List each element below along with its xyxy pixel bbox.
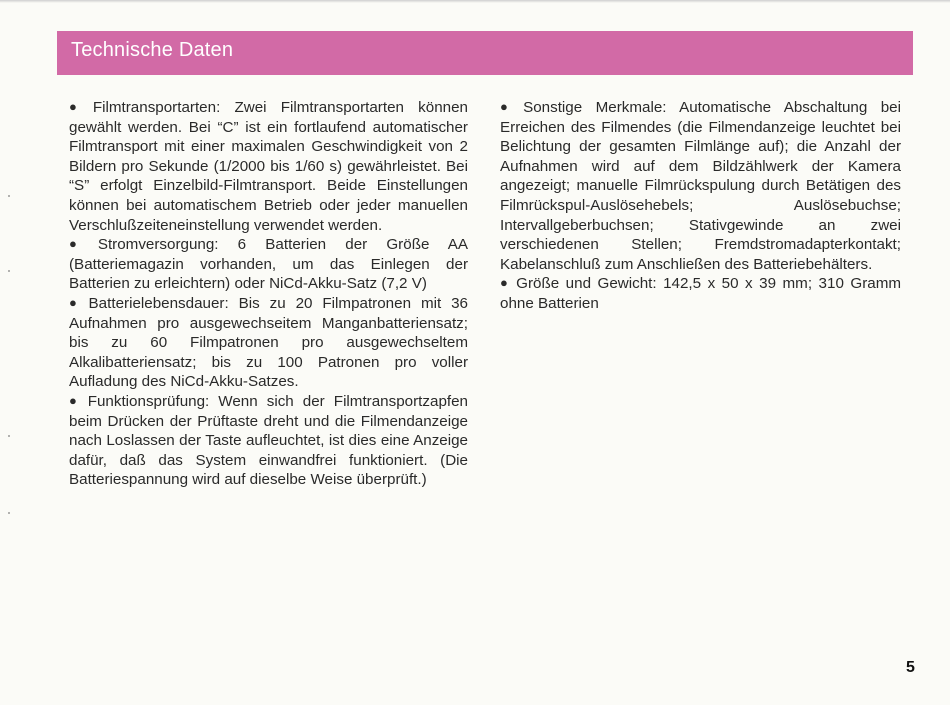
page-top-edge [0, 0, 950, 3]
edge-speck [8, 435, 10, 437]
spec-text: Größe und Gewicht: 142,5 x 50 x 39 mm; 310 Gramm ohne Batterien [500, 275, 902, 312]
edge-speck [8, 195, 10, 197]
spec-paragraph-battery-life [69, 294, 468, 392]
spec-text: Stromversorgung: 6 Batterien der Größe AA (Batteriemagazin vorhanden, um das Einlegen der Batterien zu erleichtern) oder NiCd-Akku-Satz (7,2 V) [69, 236, 469, 293]
spec-paragraph-function-check [69, 392, 468, 490]
right-text-column [500, 98, 901, 314]
bullet-icon: ● [69, 99, 87, 114]
edge-speck [8, 270, 10, 272]
section-title: Technische Daten [71, 39, 234, 61]
left-text-column [69, 98, 468, 490]
section-header-bar [57, 31, 913, 75]
spec-text: Sonstige Merkmale: Automatische Abschaltung bei Erreichen des Filmendes (die Filmendanzeige leuchtet bei Belichtung der gesamten Filmlänge auf); die Anzahl der Aufnahmen wird auf dem Bildzählwerk der Kamera angezeigt; manuelle Filmrückspulung durch Betätigen des Filmrückspul-Auslösehebels; Auslösebuchse; Intervallgeberbuchsen; Stativgewinde an zwei verschiedenen Stellen; Fremdstromadapterkontakt; Kabelanschluß zum Anschließen des Batteriebehälters. [500, 99, 901, 273]
bullet-icon: ● [69, 294, 83, 310]
spec-paragraph-power-supply [69, 235, 468, 294]
spec-text: Filmtransportarten: Zwei Filmtransportarten können gewählt werden. Bei “C” ist ein fortlaufend automatischer Filmtransport mit einer maximalen Geschwindigkeit von 2 Bildern pro Sekunde (1/2000 bis 1/60 s) gewährleistet. Bei “S” erfolgt Einzelbild-Filmtransport. Beide Einstellungen können bei automatischem Betrieb oder jeder manuellen Verschlußzeiteneinstellung verwendet werden. [69, 99, 468, 234]
bullet-icon: ● [500, 99, 518, 114]
bullet-icon: ● [69, 392, 82, 408]
edge-speck [8, 512, 10, 514]
bullet-icon: ● [500, 275, 511, 291]
spec-paragraph-other-features [500, 98, 901, 274]
bullet-icon: ● [69, 236, 92, 252]
spec-text: Batterielebensdauer: Bis zu 20 Filmpatronen mit 36 Aufnahmen pro ausgewechseitem Manganbatteriensatz; bis zu 60 Filmpatronen pro ausgewechseltem Alkalibatteriensatz; bis zu 100 Patronen pro voller Aufladung des NiCd-Akku-Satzes. [69, 294, 468, 391]
spec-paragraph-size-weight [500, 274, 901, 313]
page-number: 5 [906, 659, 915, 676]
spec-text: Funktionsprüfung: Wenn sich der Filmtransportzapfen beim Drücken der Prüftaste dreht und die Filmendanzeige nach Loslassen der Taste aufleuchtet, ist dies eine Anzeige dafür, daß das System einwandfrei funktioniert. (Die Batteriespannung wird auf dieselbe Weise überprüft.) [69, 392, 468, 489]
spec-paragraph-film-transport [69, 98, 468, 235]
